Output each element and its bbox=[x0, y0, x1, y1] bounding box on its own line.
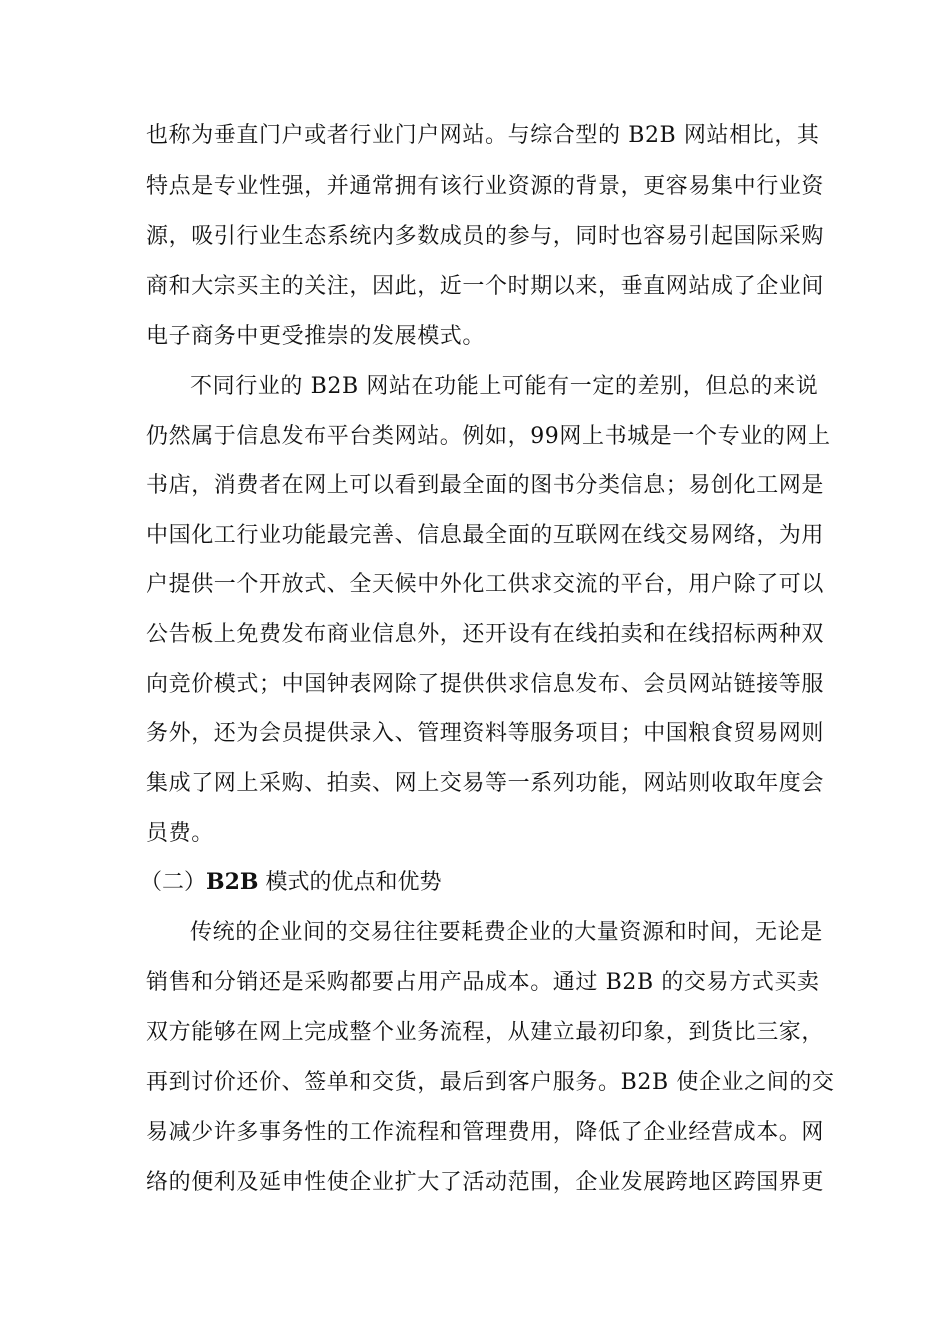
section-heading-text: 模式的优点和优势 bbox=[258, 870, 442, 895]
paragraph-1-line-5: 电子商务中更受推崇的发展模式。 bbox=[146, 324, 486, 349]
paragraph-2-line-10: 员费。 bbox=[146, 821, 214, 846]
paragraph-2-line-7: 向竞价模式；中国钟表网除了提供供求信息发布、会员网站链接等服 bbox=[146, 672, 825, 697]
paragraph-1-line-1: 也称为垂直门户或者行业门户网站。与综合型的 B2B 网站相比，其 bbox=[146, 123, 820, 148]
paragraph-2-line-4: 中国化工行业功能最完善、信息最全面的互联网在线交易网络，为用 bbox=[146, 523, 825, 548]
section-heading-bold: B2B bbox=[206, 869, 259, 895]
paragraph-1-line-4: 商和大宗买主的关注，因此，近一个时期以来，垂直网站成了企业间 bbox=[146, 274, 825, 299]
paragraph-1-line-3: 源，吸引行业生态系统内多数成员的参与，同时也容易引起国际采购 bbox=[146, 224, 825, 249]
paragraph-1-line-2: 特点是专业性强，并通常拥有该行业资源的背景，更容易集中行业资 bbox=[146, 174, 825, 199]
paragraph-3-line-4: 再到讨价还价、签单和交货，最后到客户服务。B2B 使企业之间的交 bbox=[146, 1070, 835, 1095]
paragraph-2-line-5: 户提供一个开放式、全天候中外化工供求交流的平台，用户除了可以 bbox=[146, 572, 825, 597]
paragraph-3-line-6: 络的便利及延申性使企业扩大了活动范围，企业发展跨地区跨国界更 bbox=[146, 1170, 825, 1195]
section-heading-number: （二） bbox=[140, 870, 207, 895]
paragraph-2-line-2: 仍然属于信息发布平台类网站。例如，99网上书城是一个专业的网上 bbox=[146, 424, 831, 449]
section-heading bbox=[140, 867, 442, 898]
paragraph-3-line-1: 传统的企业间的交易往往要耗费企业的大量资源和时间，无论是 bbox=[190, 920, 823, 945]
paragraph-2-line-8: 务外，还为会员提供录入、管理资料等服务项目；中国粮食贸易网则 bbox=[146, 721, 825, 746]
paragraph-3-line-5: 易减少许多事务性的工作流程和管理费用，降低了企业经营成本。网 bbox=[146, 1120, 825, 1145]
paragraph-3-line-3: 双方能够在网上完成整个业务流程，从建立最初印象，到货比三家， bbox=[146, 1020, 825, 1045]
paragraph-3-line-2: 销售和分销还是采购都要占用产品成本。通过 B2B 的交易方式买卖 bbox=[146, 970, 820, 995]
paragraph-2-line-6: 公告板上免费发布商业信息外，还开设有在线拍卖和在线招标两种双 bbox=[146, 622, 825, 647]
paragraph-2-line-9: 集成了网上采购、拍卖、网上交易等一系列功能，网站则收取年度会 bbox=[146, 771, 825, 796]
paragraph-2-line-1: 不同行业的 B2B 网站在功能上可能有一定的差别，但总的来说 bbox=[190, 374, 819, 399]
paragraph-2-line-3: 书店，消费者在网上可以看到最全面的图书分类信息；易创化工网是 bbox=[146, 473, 825, 498]
